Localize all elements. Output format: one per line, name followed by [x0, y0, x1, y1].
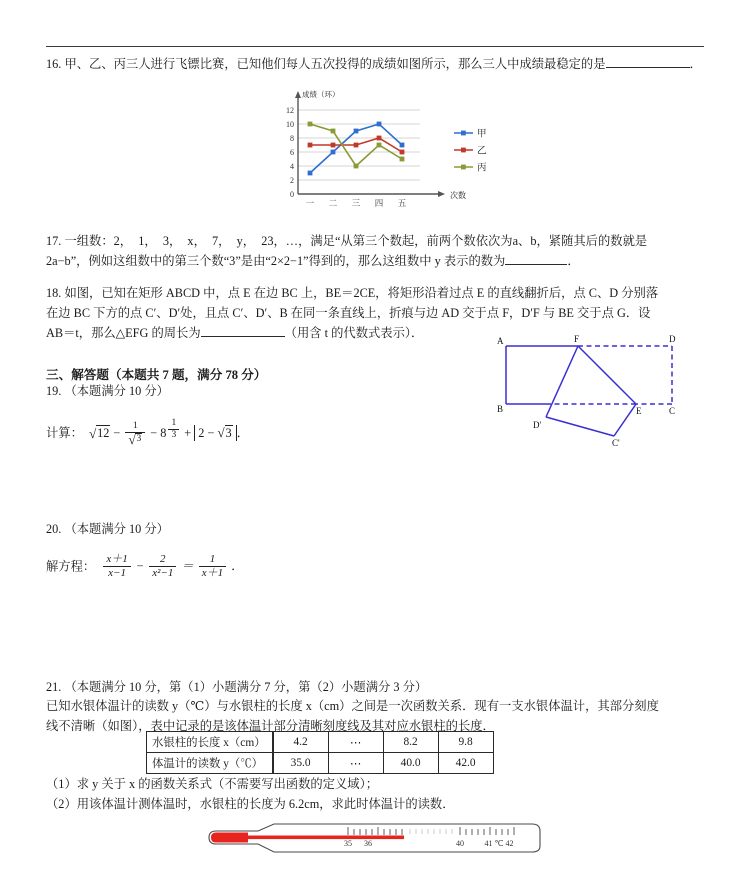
row-header-length: 水银柱的长度 x（cm） [147, 732, 273, 753]
q17-period: ． [567, 253, 580, 268]
absolute-value: 2 − √ 3 [194, 425, 236, 442]
q18-line1: 如图，已知在矩形 ABCD 中，点 E 在边 BC 上，BE＝2CE，将矩形沿着过点 E 的直线翻折后，点 C、D 分别落 [64, 286, 659, 300]
q21-sub1: （1）求 y 关于 x 的函数关系式（不需要写出函数的定义域）； [46, 777, 379, 791]
chart-legend [454, 129, 487, 174]
q18-line2: 在边 BC 下方的点 C′、D′处，且点 C′、D′、B 在同一条直线上，折痕与边 AD 交于点 F，D′F 与 BE 交于点 G．设 [46, 305, 651, 320]
header-rule [46, 46, 704, 47]
label-F: F [574, 334, 580, 344]
svg-text:一: 一 [305, 198, 315, 208]
q16-number: 16. [46, 57, 62, 71]
q20-number: 20. [46, 522, 62, 536]
thermo-label-40: 40 [456, 839, 464, 848]
svg-text:6: 6 [290, 148, 294, 157]
row-header-reading: 体温计的读数 y（℃） [147, 753, 273, 774]
svg-text:五: 五 [397, 198, 407, 208]
label-C-prime: C' [612, 438, 620, 448]
q21-line1: 已知水银体温计的读数 y（℃）与水银柱的长度 x（cm）之间是一次函数关系．现有一支水银体温计，其部分刻度 [46, 699, 659, 713]
q17-line1: 一组数：2， 1， 3， x， 7， y， 23，…，满足“从第三个数起，前两个数依次为a、b，紧随其后的数就是 [64, 234, 648, 248]
section-3-heading: 三、解答题（本题共 7 题，满分 78 分） [46, 368, 267, 382]
power-exponent: 1 3 [166, 425, 181, 434]
svg-text:12: 12 [286, 106, 294, 115]
q20-score: （本题满分 10 分） [64, 522, 169, 536]
q21-number: 21. [46, 680, 62, 694]
q16-answer-blank[interactable] [606, 67, 690, 68]
q18-line3-post: （用含 t 的代数式表示）． [284, 325, 424, 340]
svg-text:四: 四 [374, 198, 384, 208]
svg-text:乙: 乙 [477, 145, 487, 157]
label-E: E [636, 406, 642, 416]
q16-period: ． [689, 57, 702, 71]
thermometer-data-table [146, 731, 494, 774]
thermo-label-35: 35 [344, 839, 352, 848]
fraction-1: $\frac{x+1}{x-1}$ [103, 553, 130, 580]
cell-y-3: 40.0 [383, 753, 438, 774]
q19-expression: 计算： √ 12 − 1 √ 3 − 8 $^{\frac{1}{3}}$ + 2 − √ 3 ． [46, 426, 249, 440]
q18-number: 18. [46, 286, 62, 300]
label-D: D [669, 334, 676, 344]
cell-x-1: 4.2 [273, 732, 329, 753]
question-21-subquestions [46, 775, 706, 815]
svg-text:三: 三 [351, 198, 361, 208]
cell-x-4: 9.8 [438, 732, 493, 753]
cell-x-3: 8.2 [383, 732, 438, 753]
q20-prompt: 解方程： [46, 559, 96, 574]
fraction-3: $\frac{1}{x+1}$ [199, 553, 226, 580]
mercury-bulb [211, 833, 248, 843]
q20-expression: 解方程： $\frac{x+1}{x-1}$ − $\frac{2}{\text{x²−1}}$ ＝ $\frac{1}{x+1}$ ． [46, 553, 244, 580]
q17-answer-blank[interactable] [505, 264, 567, 265]
thermo-label-36: 36 [364, 839, 372, 848]
q17-number: 17. [46, 234, 62, 248]
chart-svg [268, 88, 518, 220]
question-20 [46, 520, 706, 581]
cell-y-1: 35.0 [273, 753, 329, 774]
q18-answer-blank[interactable] [201, 336, 285, 337]
svg-text:8: 8 [290, 134, 294, 143]
q17-line2: 2a−b”，例如这组数中的第三个数“3”是由“2×2−1”得到的，那么这组数中 y 表示的数为 [46, 253, 506, 268]
question-16 [46, 55, 706, 75]
question-17 [46, 232, 706, 272]
thermometer-svg [196, 818, 546, 874]
table-row-y [147, 753, 494, 774]
q16-text: 甲、乙、丙三人进行飞镖比赛，已知他们每人五次投得的成绩如图所示，那么三人中成绩最稳定的是 [64, 57, 606, 71]
q21-line2: 线不清晰（如图），表中记录的是该体温计部分清晰刻度线及其对应水银柱的长度． [46, 718, 495, 733]
fraction-one-over-sqrt3: 1 √ 3 [125, 421, 145, 446]
mercury-column [246, 836, 404, 840]
cell-x-2: ⋯ [328, 732, 383, 753]
q18-line3: AB＝t，那么△EFG 的周长为 [46, 325, 201, 340]
label-C: C [669, 406, 676, 416]
svg-text:甲: 甲 [477, 128, 487, 140]
svg-text:4: 4 [290, 162, 294, 171]
q19-score: （本题满分 10 分） [64, 384, 169, 398]
question-19 [46, 382, 706, 446]
thermo-label-41-42: 41 ℃ 42 [484, 839, 514, 848]
q21-sub2: （2）用该体温计测体温时，水银柱的长度为 6.2cm，求此时体温计的读数． [46, 796, 455, 811]
svg-text:2: 2 [290, 176, 294, 185]
q19-number: 19. [46, 384, 62, 398]
svg-text:10: 10 [286, 120, 294, 129]
chart-ylabel: 成绩（环） [302, 90, 340, 99]
dart-score-line-chart [268, 88, 518, 220]
cell-y-4: 42.0 [438, 753, 493, 774]
svg-text:丙: 丙 [477, 162, 487, 174]
cell-y-2: ⋯ [328, 753, 383, 774]
power-base: 8 [160, 425, 167, 440]
label-B: B [497, 404, 504, 414]
sqrt-12: √ 12 [89, 424, 110, 444]
svg-text:二: 二 [328, 198, 338, 208]
question-21-header [46, 678, 706, 698]
table-row-x [147, 732, 494, 753]
svg-text:0: 0 [290, 190, 294, 199]
thermometer-figure [196, 818, 546, 874]
label-D-prime: D' [533, 420, 542, 430]
chart-xlabel: 次数 [450, 191, 466, 200]
q21-score: （本题满分 10 分，第（1）小题满分 7 分，第（2）小题满分 3 分） [64, 680, 428, 694]
fraction-2: $\frac{2}{\text{x²−1}}$ [149, 553, 176, 580]
q19-prompt: 计算： [46, 425, 83, 440]
label-A: A [497, 336, 504, 346]
